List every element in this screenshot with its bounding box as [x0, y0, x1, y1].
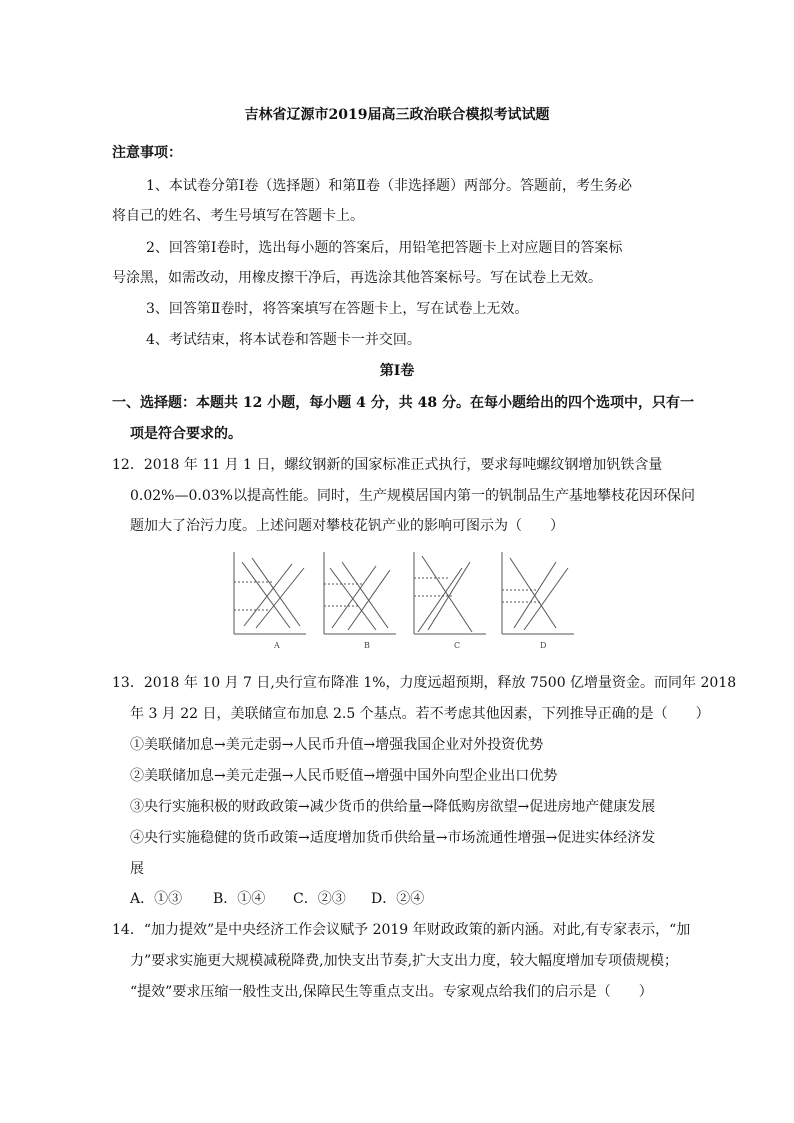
question-14-line-2: 力”要求实施更大规模减税降费,加快支出节奏,扩大支出力度，较大幅度增加专项债规模； — [130, 953, 679, 969]
question-13-answer-b: B．①④ — [213, 891, 266, 907]
question-13-option-1: ①美联储加息→美元走弱→人民币升值→增强我国企业对外投资优势 — [130, 737, 544, 753]
notice-item-2-cont: 号涂黑，如需改动，用橡皮擦干净后，再选涂其他答案标号。写在试卷上无效。 — [112, 270, 602, 286]
exam-title: 吉林省辽源市2019届高三政治联合模拟考试试题 — [244, 107, 550, 123]
question-13-option-4: ④央行实施稳健的货币政策→适度增加货币供给量→市场流通性增强→促进实体经济发 — [130, 830, 656, 846]
question-13-answer-a: A．①③ — [130, 891, 183, 907]
question-12-line-3: 题加大了治污力度。上述问题对攀枝花钒产业的影响可图示为（ ） — [130, 518, 564, 534]
graph-c — [414, 552, 486, 634]
question-13-option-2: ②美联储加息→美元走强→人民币贬值→增强中国外向型企业出口优势 — [130, 768, 558, 784]
graph-b — [324, 552, 396, 634]
demand-curve-d2 — [252, 558, 300, 626]
graph-d — [502, 552, 574, 634]
supply-curve-s2 — [256, 568, 304, 628]
notice-item-4: 4、考试结束，将本试卷和答题卡一并交回。 — [146, 332, 421, 348]
graph-label-d: D — [540, 641, 547, 650]
volume-label: 第Ⅰ卷 — [379, 363, 415, 379]
notice-item-1-cont: 将自己的姓名、考生号填写在答题卡上。 — [112, 208, 364, 224]
question-13-option-3: ③央行实施积极的财政政策→减少货币的供给量→降低购房欲望→促进房地产健康发展 — [130, 799, 656, 815]
graph-label-a: A — [274, 641, 280, 650]
question-13-option-4-cont: 展 — [130, 861, 144, 877]
section-heading-cont: 项是符合要求的。 — [130, 426, 242, 442]
notice-heading: 注意事项： — [112, 145, 182, 161]
question-13-line-1: 13．2018 年 10 月 7 日,央行宣布降准 1%，力度远超预期，释放 7500 亿增量资金。而同年 2018 — [112, 675, 737, 691]
supply-curve-s1 — [244, 564, 292, 626]
supply-demand-graphs — [228, 548, 584, 658]
question-12-line-1: 12．2018 年 11 月 1 日，螺纹钢新的国家标准正式执行，要求每吨螺纹钢增加钒铁含量 — [112, 457, 663, 473]
question-12-line-2: 0.02%—0.03%以提高性能。同时，生产规模居国内第一的钒制品生产基地攀枝花因环保问 — [130, 488, 695, 504]
notice-item-1: 1、本试卷分第Ⅰ卷（选择题）和第Ⅱ卷（非选择题）两部分。答题前，考生务必 — [146, 178, 632, 194]
notice-item-2: 2、回答第Ⅰ卷时，选出每小题的答案后，用铅笔把答题卡上对应题目的答案标 — [146, 240, 623, 256]
question-13-line-2: 年 3 月 22 日，美联储宣布加息 2.5 个基点。若不考虑其他因素，下列推导正确的是（ ） — [130, 706, 710, 722]
graph-label-b: B — [364, 641, 370, 650]
notice-item-3: 3、回答第Ⅱ卷时，将答案填写在答题卡上，写在试卷上无效。 — [146, 301, 529, 317]
question-13-answer-d: D．②④ — [371, 891, 425, 907]
section-heading: 一、选择题：本题共 12 小题，每小题 4 分，共 48 分。在每小题给出的四个选项中，只有一 — [112, 395, 694, 411]
question-13-answer-c: C．②③ — [293, 891, 346, 907]
graph-a — [234, 552, 306, 634]
question-14-line-3: “提效”要求压缩一般性支出,保障民生等重点支出。专家观点给我们的启示是（ ） — [130, 984, 653, 1000]
question-14-line-1: 14．“加力提效”是中央经济工作会议赋予 2019 年财政政策的新内涵。对此,有专家表示，“加 — [112, 922, 691, 938]
graph-label-c: C — [454, 641, 461, 650]
